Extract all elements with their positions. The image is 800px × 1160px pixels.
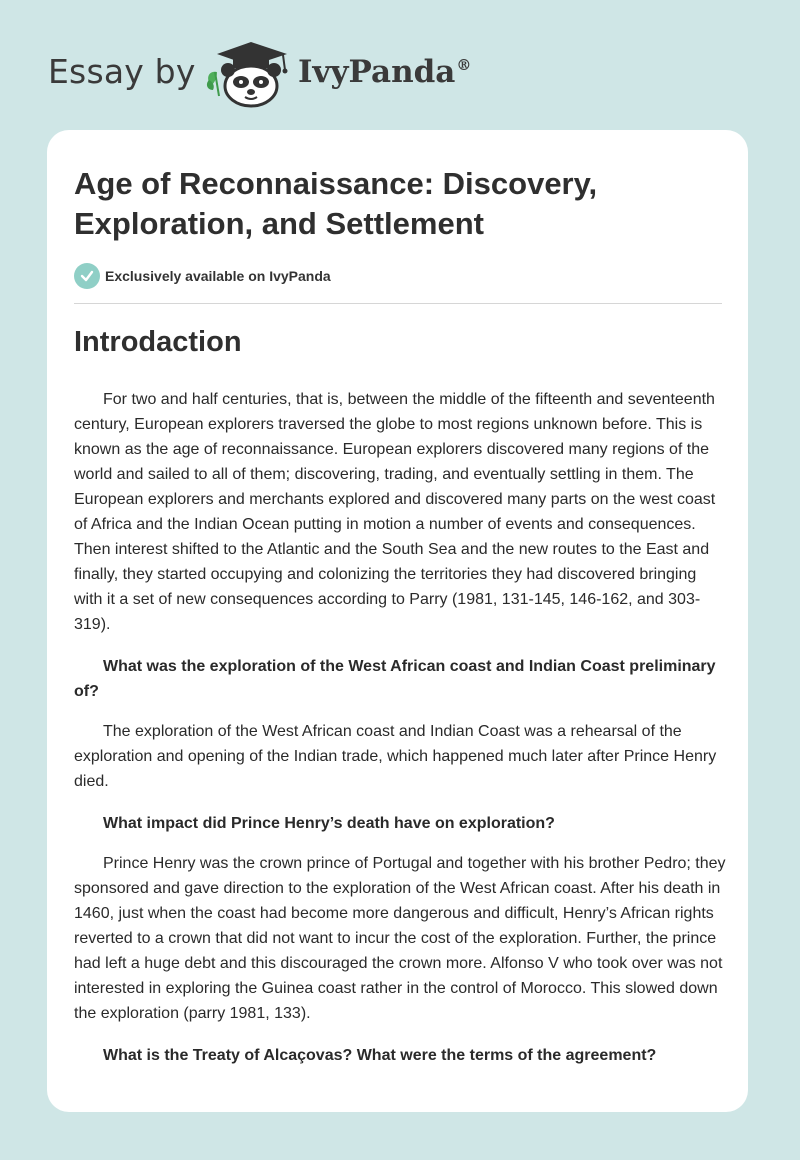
paragraph: Prince Henry was the crown prince of Portugal and together with his brother Pedro; they sponsored and gave direction to the exploration of the West African coast. After his death in 1460, just when the coast had become more dangerous and difficult, Henry’s African rights reverted to a crown that did not want to incur the cost of the exploration. Further, the prince had left a huge debt and this discouraged the crown more. Alfonso V who took over was not interested in exploring the Guinea coast rather in the control of Morocco. This slowed down the exploration (parry 1981, 133). <box>74 855 726 1022</box>
brand-name: IvyPanda® <box>298 54 472 90</box>
divider <box>74 303 722 304</box>
article-body <box>74 387 726 1083</box>
paragraph: For two and half centuries, that is, between the middle of the fifteenth and seventeenth century, European explorers traversed the globe to most regions unknown before. This is known as the age of reconnaissance. European explorers discovered many regions of the world and sailed to all of them; discovering, trading, and eventually settling in them. The European explorers and merchants explored and discovered many parts on the west coast of Africa and the Indian Ocean putting in motion a number of events and consequences. Then interest shifted to the Atlantic and the South Sea and the new routes to the East and finally, they started occupying and colonizing the territories they had discovered bringing with it a set of new consequences according to Parry (1981, 131-145, 146-162, and 303-319). <box>74 391 716 633</box>
section-heading: Introdaction <box>74 326 242 358</box>
brand-header[interactable] <box>48 38 508 108</box>
question-heading: What impact did Prince Henry’s death have on exploration? <box>103 815 555 832</box>
question-heading: What was the exploration of the West African coast and Indian Coast preliminary of? <box>74 658 716 700</box>
question-heading: What is the Treaty of Alcaçovas? What were the terms of the agreement? <box>103 1047 657 1064</box>
badge-text: Exclusively available on IvyPanda <box>105 268 331 284</box>
article-title: Age of Reconnaissance: Discovery, Exploration, and Settlement <box>74 166 598 241</box>
article-card <box>47 130 748 1112</box>
checkmark-icon <box>74 263 100 289</box>
exclusive-badge <box>74 263 331 289</box>
panda-logo-icon <box>203 38 293 108</box>
paragraph: The exploration of the West African coast and Indian Coast was a rehearsal of the exploration and opening of the Indian trade, which happened much later after Prince Henry died. <box>74 723 717 790</box>
brand-prefix: Essay by <box>48 52 196 91</box>
